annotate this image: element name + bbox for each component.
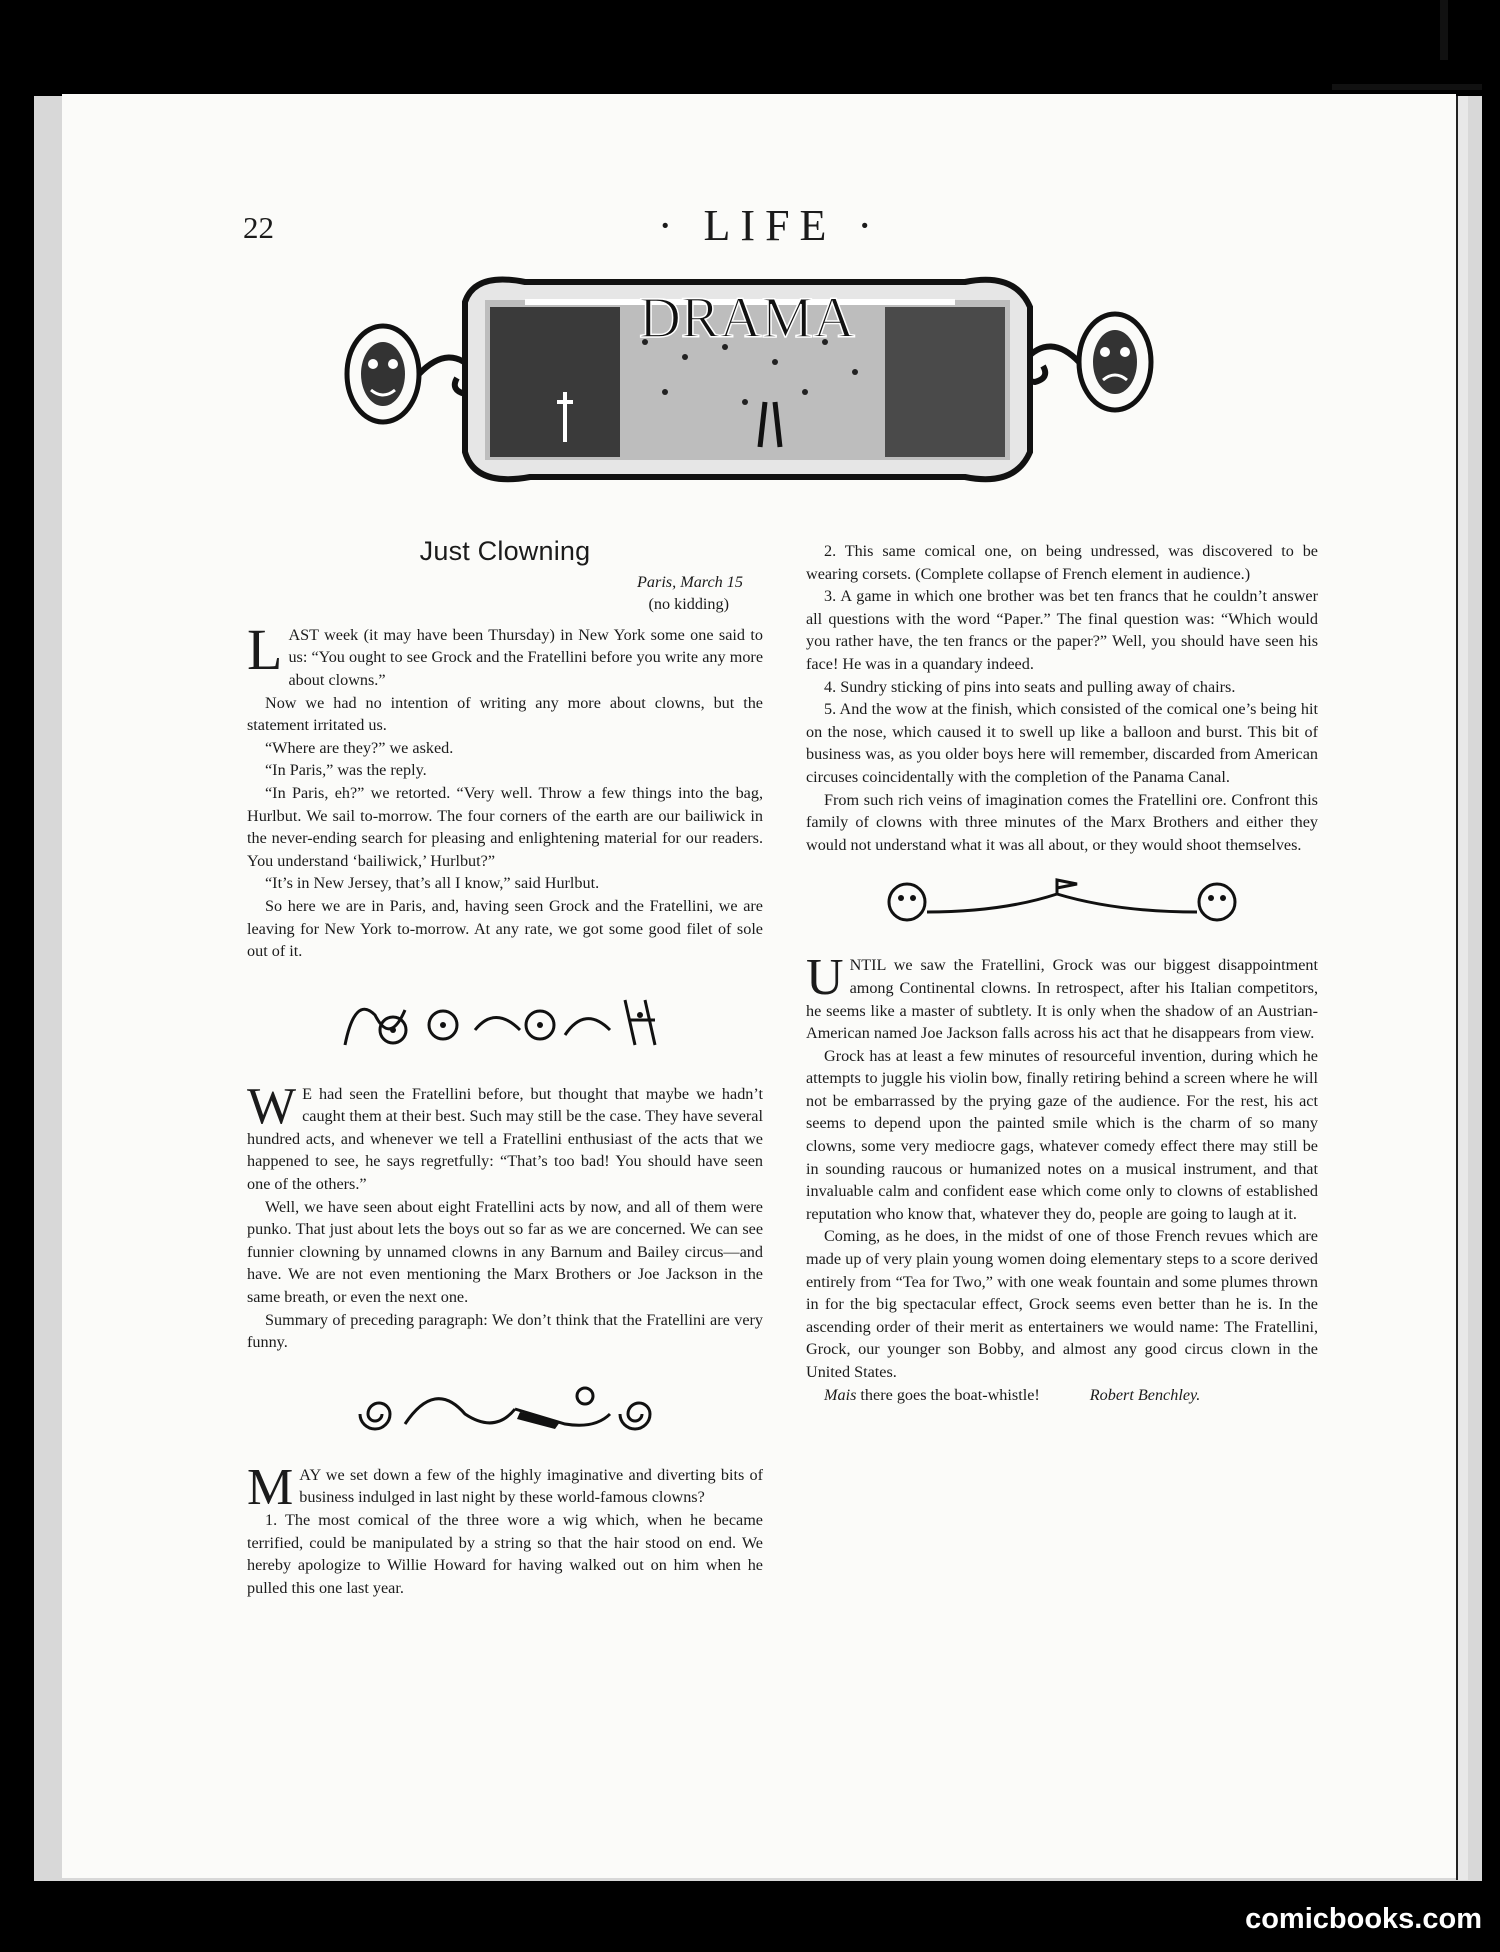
right-mask-icon bbox=[1022, 314, 1151, 410]
paragraph: MAY we set down a few of the highly imaginative and diverting bits of business indulged in last night by these world-famous clowns? bbox=[247, 1458, 763, 1516]
paragraph: LAST week (it may have been Thursday) in New York some one said to us: “You ought to see Grock and the Fratellini before you write any more about clowns.” bbox=[247, 616, 763, 689]
scan-artifact bbox=[1332, 84, 1482, 90]
acrobats-vignette-illustration bbox=[345, 1374, 665, 1444]
paragraph: Coming, as he does, in the midst of one of those French revues which are made up of very plain young women doing elementary steps to a score derived entirely from “Tea for Two,” with one weak fountain and some plumes thrown in for the big spectacular effect, Grock seems even better than he is. In the ascending order of their merit as entertainers we would name: The Fratellini, Grock, our younger son Bobby, and almost any good circus clown in the United States. bbox=[806, 1227, 1318, 1381]
paragraph: “In Paris, eh?” we retorted. “Very well. Throw a few things into the bag, Hurlbut. We sail to-morrow. The four corners of the earth are our bailiwick in the never-ending search for pleasing and enlightening material for our readers. You understand ‘bailiwick,’ Hurlbut?” bbox=[247, 783, 763, 870]
paragraph: “Where are they?” we asked. bbox=[265, 738, 454, 757]
paragraph: So here we are in Paris, and, having seen Grock and the Fratellini, we are leaving for New York to-morrow. At any rate, we got some good filet of sole out of it. bbox=[247, 896, 763, 961]
paragraph: UNTIL we saw the Fratellini, Grock was our biggest disappointment among Continental clowns. In retrospect, after his Italian competitors, he seems like a master of subtlety. It is only when the shadow of an Austrian-American named Joe Jackson falls across his act that he disappears from view. bbox=[806, 949, 1318, 1043]
paragraph: Grock has at least a few minutes of resourceful invention, during which he attempts to juggle his violin bow, finally retiring behind a screen where he will not be embarrassed by the prying gaze of the audience. For the rest, his act seems to depend upon the painted smile which is the charm of so many clowns, some very mediocre gags, whatever comedy effect there may still be in sounding raucous or humanized notes on a musical instrument, and that invaluable calm and confident ease which come only to clowns of established reputation who know that, whatever they do, people are going to laugh at it. bbox=[806, 1046, 1318, 1223]
clowns-vignette-illustration bbox=[335, 985, 675, 1059]
magazine-title: · LIFE · bbox=[657, 201, 883, 250]
paragraph: From such rich veins of imagination comes the Fratellini ore. Confront this family of clowns with three minutes of the Marx Brothers and either they would not understand what it was all about, or they would shoot themselves. bbox=[806, 790, 1318, 854]
drop-cap: L bbox=[247, 616, 283, 682]
paragraph: Well, we have seen about eight Fratellini acts by now, and all of them were punko. That just about lets the boys out so far as we are concerned. We can see funnier clowning by unnamed clowns in any Barnum and Bailey circus—and have. We are not even mentioning the Marx Brothers or Joe Jackson in the same breath, or even the next one. bbox=[247, 1197, 763, 1307]
paragraph: “In Paris,” was the reply. bbox=[265, 761, 427, 780]
drama-title-lettering: DRAMA bbox=[639, 285, 855, 350]
facing-page-edge bbox=[1456, 96, 1468, 1880]
drop-cap: W bbox=[247, 1077, 297, 1135]
left-mask-icon bbox=[347, 326, 478, 422]
paragraph: Now we had no intention of writing any more about clowns, but the statement irritated us. bbox=[247, 693, 763, 735]
left-column bbox=[247, 536, 763, 1599]
author-signature: Robert Benchley. bbox=[1089, 1385, 1201, 1404]
paragraph: 5. And the wow at the finish, which consisted of the comical one’s being hit on the nose, which caused it to swell up like a balloon and burst. This bit of business was, as you older boys here will remember, discarded from American circuses coincidentally with the completion of the Panama Canal. bbox=[806, 700, 1318, 786]
drama-banner-illustration bbox=[325, 262, 1175, 497]
paragraph: “It’s in New Jersey, that’s all I know,” said Hurlbut. bbox=[265, 874, 600, 893]
paragraph: 2. This same comical one, on being undressed, was discovered to be wearing corsets. (Complete collapse of French element in audience.) bbox=[806, 542, 1318, 583]
paragraph: 1. The most comical of the three wore a wig which, when he became terrified, could be manipulated by a string so that the hair stood on end. We hereby apologize to Willie Howard for having walked out on him when he pulled this one last year. bbox=[247, 1511, 763, 1597]
closing-line: Mais there goes the boat-whistle! Robert Benchley. bbox=[824, 1385, 1201, 1404]
dateline-note: (no kidding) bbox=[648, 595, 729, 614]
clown-heads-vignette-illustration bbox=[882, 872, 1242, 934]
drop-cap: U bbox=[806, 949, 844, 1007]
paragraph: W E had seen the Fratellini before, but thought that maybe we hadn’t caught them at their best. Such may still be the case. They have several hundred acts, and whenever we tell a Fratellini enthusiast of the acts that we happened to see, he says regretfully: “That’s too bad! You should have seen one of the others.” bbox=[247, 1077, 763, 1194]
drop-cap: M bbox=[247, 1458, 294, 1516]
paragraph: 3. A game in which one brother was bet ten francs that he couldn’t answer all questions with the word “Paper.” The final question was: “Which would you rather have, the ten francs or the paper?” Well, you should have seen his face! He was in a quandary indeed. bbox=[806, 587, 1318, 673]
scan-artifact bbox=[1440, 0, 1448, 60]
paragraph: Summary of preceding paragraph: We don’t think that the Fratellini are very funny. bbox=[247, 1310, 763, 1352]
closing-word: Mais bbox=[824, 1385, 857, 1404]
article-title: Just Clowning bbox=[419, 536, 591, 566]
watermark: comicbooks.com bbox=[1245, 1903, 1482, 1935]
page-number: 22 bbox=[243, 210, 274, 245]
paragraph: 4. Sundry sticking of pins into seats and pulling away of chairs. bbox=[824, 677, 1236, 696]
right-column bbox=[806, 540, 1318, 1406]
dateline: Paris, March 15 bbox=[637, 572, 743, 591]
